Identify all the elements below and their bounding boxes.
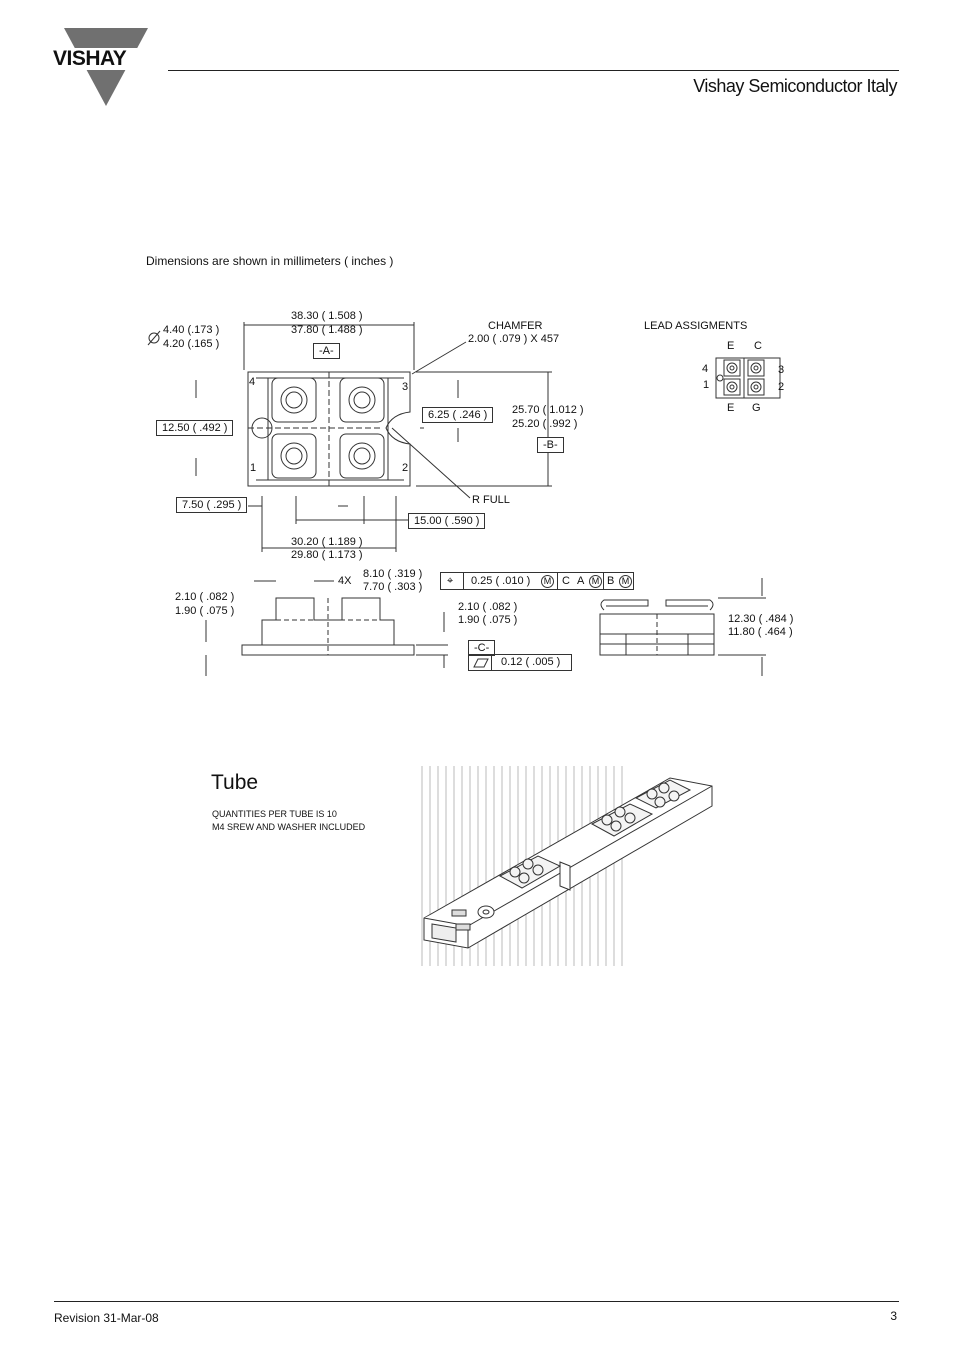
- tol-b: B: [607, 575, 615, 587]
- span-min: 29.80 ( 1.173 ): [291, 549, 363, 561]
- tol-a: A: [577, 575, 585, 587]
- lead-bottom-left: E: [727, 402, 735, 414]
- width-min: 37.80 ( 1.488 ): [291, 324, 363, 336]
- tube-screw-note: M4 SREW AND WASHER INCLUDED: [212, 822, 366, 832]
- pin-2: 2: [402, 462, 409, 474]
- edge-offset: 7.50 ( .295 ): [176, 497, 247, 513]
- lead-left-bottom: 1: [703, 379, 710, 391]
- tol-m-2: M: [589, 575, 602, 588]
- dimensions-note: Dimensions are shown in millimeters ( inches ): [146, 254, 394, 268]
- pitch: 15.00 ( .590 ): [408, 513, 485, 529]
- footer-rule: [54, 1301, 899, 1302]
- flatness-frame: [468, 654, 572, 671]
- base-height-max: 2.10 ( .082 ): [458, 601, 518, 613]
- datum-b: -B-: [537, 437, 564, 453]
- revision-date: Revision 31-Mar-08: [54, 1311, 159, 1325]
- total-height-max: 12.30 ( .484 ): [728, 613, 794, 625]
- flatness-value: 0.12 ( .005 ): [501, 656, 561, 668]
- lead-left-top: 4: [702, 363, 709, 375]
- total-height-min: 11.80 ( .464 ): [728, 626, 793, 638]
- pin-3: 3: [402, 381, 409, 393]
- lead-right-bottom: 2: [778, 381, 785, 393]
- chamfer-label: CHAMFER: [488, 320, 543, 332]
- tol-m-3: M: [619, 575, 632, 588]
- tol-m-1: M: [541, 575, 554, 588]
- tube-illustration: [420, 766, 720, 966]
- side-height-min: 1.90 ( .075 ): [175, 605, 235, 617]
- logo-wordmark: VISHAY: [52, 48, 153, 70]
- tube-quantity-note: QUANTITIES PER TUBE IS 10: [212, 809, 337, 819]
- four-x: 4X: [338, 575, 352, 587]
- pin-4: 4: [249, 376, 256, 388]
- lead-top-left: E: [727, 340, 735, 352]
- tol-c: C: [562, 575, 570, 587]
- page-number: 3: [890, 1309, 897, 1323]
- datum-c: -C-: [468, 640, 495, 656]
- r-full: R FULL: [472, 494, 510, 506]
- term-width-min: 7.70 ( .303 ): [363, 581, 423, 593]
- tube-title: Tube: [211, 771, 259, 794]
- height-min: 25.20 ( .992 ): [512, 418, 578, 430]
- tolerance-value: 0.25 ( .010 ): [471, 575, 531, 587]
- term-width-max: 8.10 ( .319 ): [363, 568, 423, 580]
- lead-top-right: C: [754, 340, 762, 352]
- width-max: 38.30 ( 1.508 ): [291, 310, 363, 322]
- pin-1: 1: [250, 462, 257, 474]
- hole-dia-max: 4.40 (.173 ): [163, 324, 220, 336]
- slot-depth: 6.25 ( .246 ): [422, 407, 493, 423]
- height-max: 25.70 ( 1.012 ): [512, 404, 584, 416]
- position-tolerance-frame: [440, 572, 634, 590]
- company-name: Vishay Semiconductor Italy: [693, 76, 897, 96]
- position-icon: ⌖: [447, 575, 454, 587]
- span-max: 30.20 ( 1.189 ): [291, 536, 363, 548]
- lead-bottom-right: G: [752, 402, 761, 414]
- hole-offset: 12.50 ( .492 ): [156, 420, 233, 436]
- lead-right-top: 3: [778, 364, 785, 376]
- datum-a: -A-: [313, 343, 340, 359]
- chamfer-value: 2.00 ( .079 ) X 457: [468, 333, 560, 345]
- side-height-max: 2.10 ( .082 ): [175, 591, 235, 603]
- lead-title: LEAD ASSIGMENTS: [644, 320, 748, 332]
- hole-dia-min: 4.20 (.165 ): [163, 338, 220, 350]
- base-height-min: 1.90 ( .075 ): [458, 614, 518, 626]
